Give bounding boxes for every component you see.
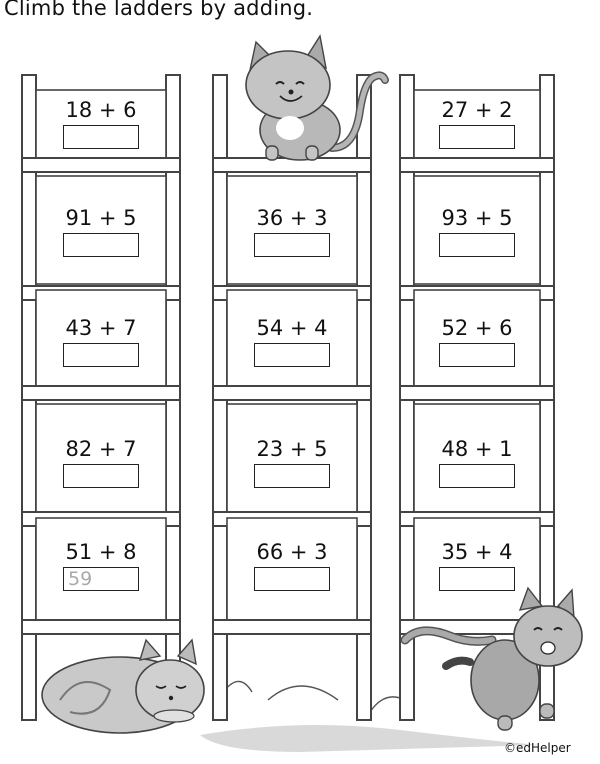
answer-box[interactable]: 59 [63,567,139,591]
answer-box[interactable] [63,233,139,257]
problem-cell [31,539,171,591]
problem-question: 48 + 1 [441,437,513,461]
ladder-middle [213,75,371,720]
cat-sleeping [42,640,204,733]
problem-cell [222,205,362,257]
answer-box[interactable] [63,464,139,488]
problem-cell [31,205,171,257]
answer-box[interactable] [254,343,330,367]
problem-question: 93 + 5 [441,206,513,230]
problem-cell [407,97,547,149]
problem-question: 43 + 7 [65,316,137,340]
ladder-left [22,75,180,720]
problem-question: 91 + 5 [65,206,137,230]
problem-cell [407,315,547,367]
problem-question: 66 + 3 [256,540,328,564]
ground-shadow [200,725,540,752]
problem-question: 35 + 4 [441,540,513,564]
problem-question: 52 + 6 [441,316,513,340]
answer-box[interactable] [63,343,139,367]
answer-box[interactable] [254,567,330,591]
answer-box[interactable] [439,464,515,488]
problem-cell [407,436,547,488]
problem-cell [407,539,547,591]
problem-cell [31,97,171,149]
worksheet-title: Climb the ladders by adding. [4,0,314,20]
answer-box[interactable] [254,464,330,488]
answer-box[interactable] [439,567,515,591]
answer-box[interactable] [439,233,515,257]
grass-tuft [225,681,252,692]
problem-cell [31,315,171,367]
problem-question: 54 + 4 [256,316,328,340]
problem-question: 51 + 8 [65,540,137,564]
problem-question: 18 + 6 [65,98,137,122]
answer-box[interactable] [439,125,515,149]
problem-question: 82 + 7 [65,437,137,461]
problem-question: 23 + 5 [256,437,328,461]
answer-box[interactable] [439,343,515,367]
problem-question: 36 + 3 [256,206,328,230]
copyright-credit: ©edHelper [504,741,571,755]
problem-cell [222,436,362,488]
problem-cell [222,539,362,591]
problem-cell [31,436,171,488]
problem-cell [407,205,547,257]
answer-box[interactable] [63,125,139,149]
problem-question: 27 + 2 [441,98,513,122]
problem-cell [222,315,362,367]
answer-box[interactable] [254,233,330,257]
grass-tuft [268,686,338,700]
